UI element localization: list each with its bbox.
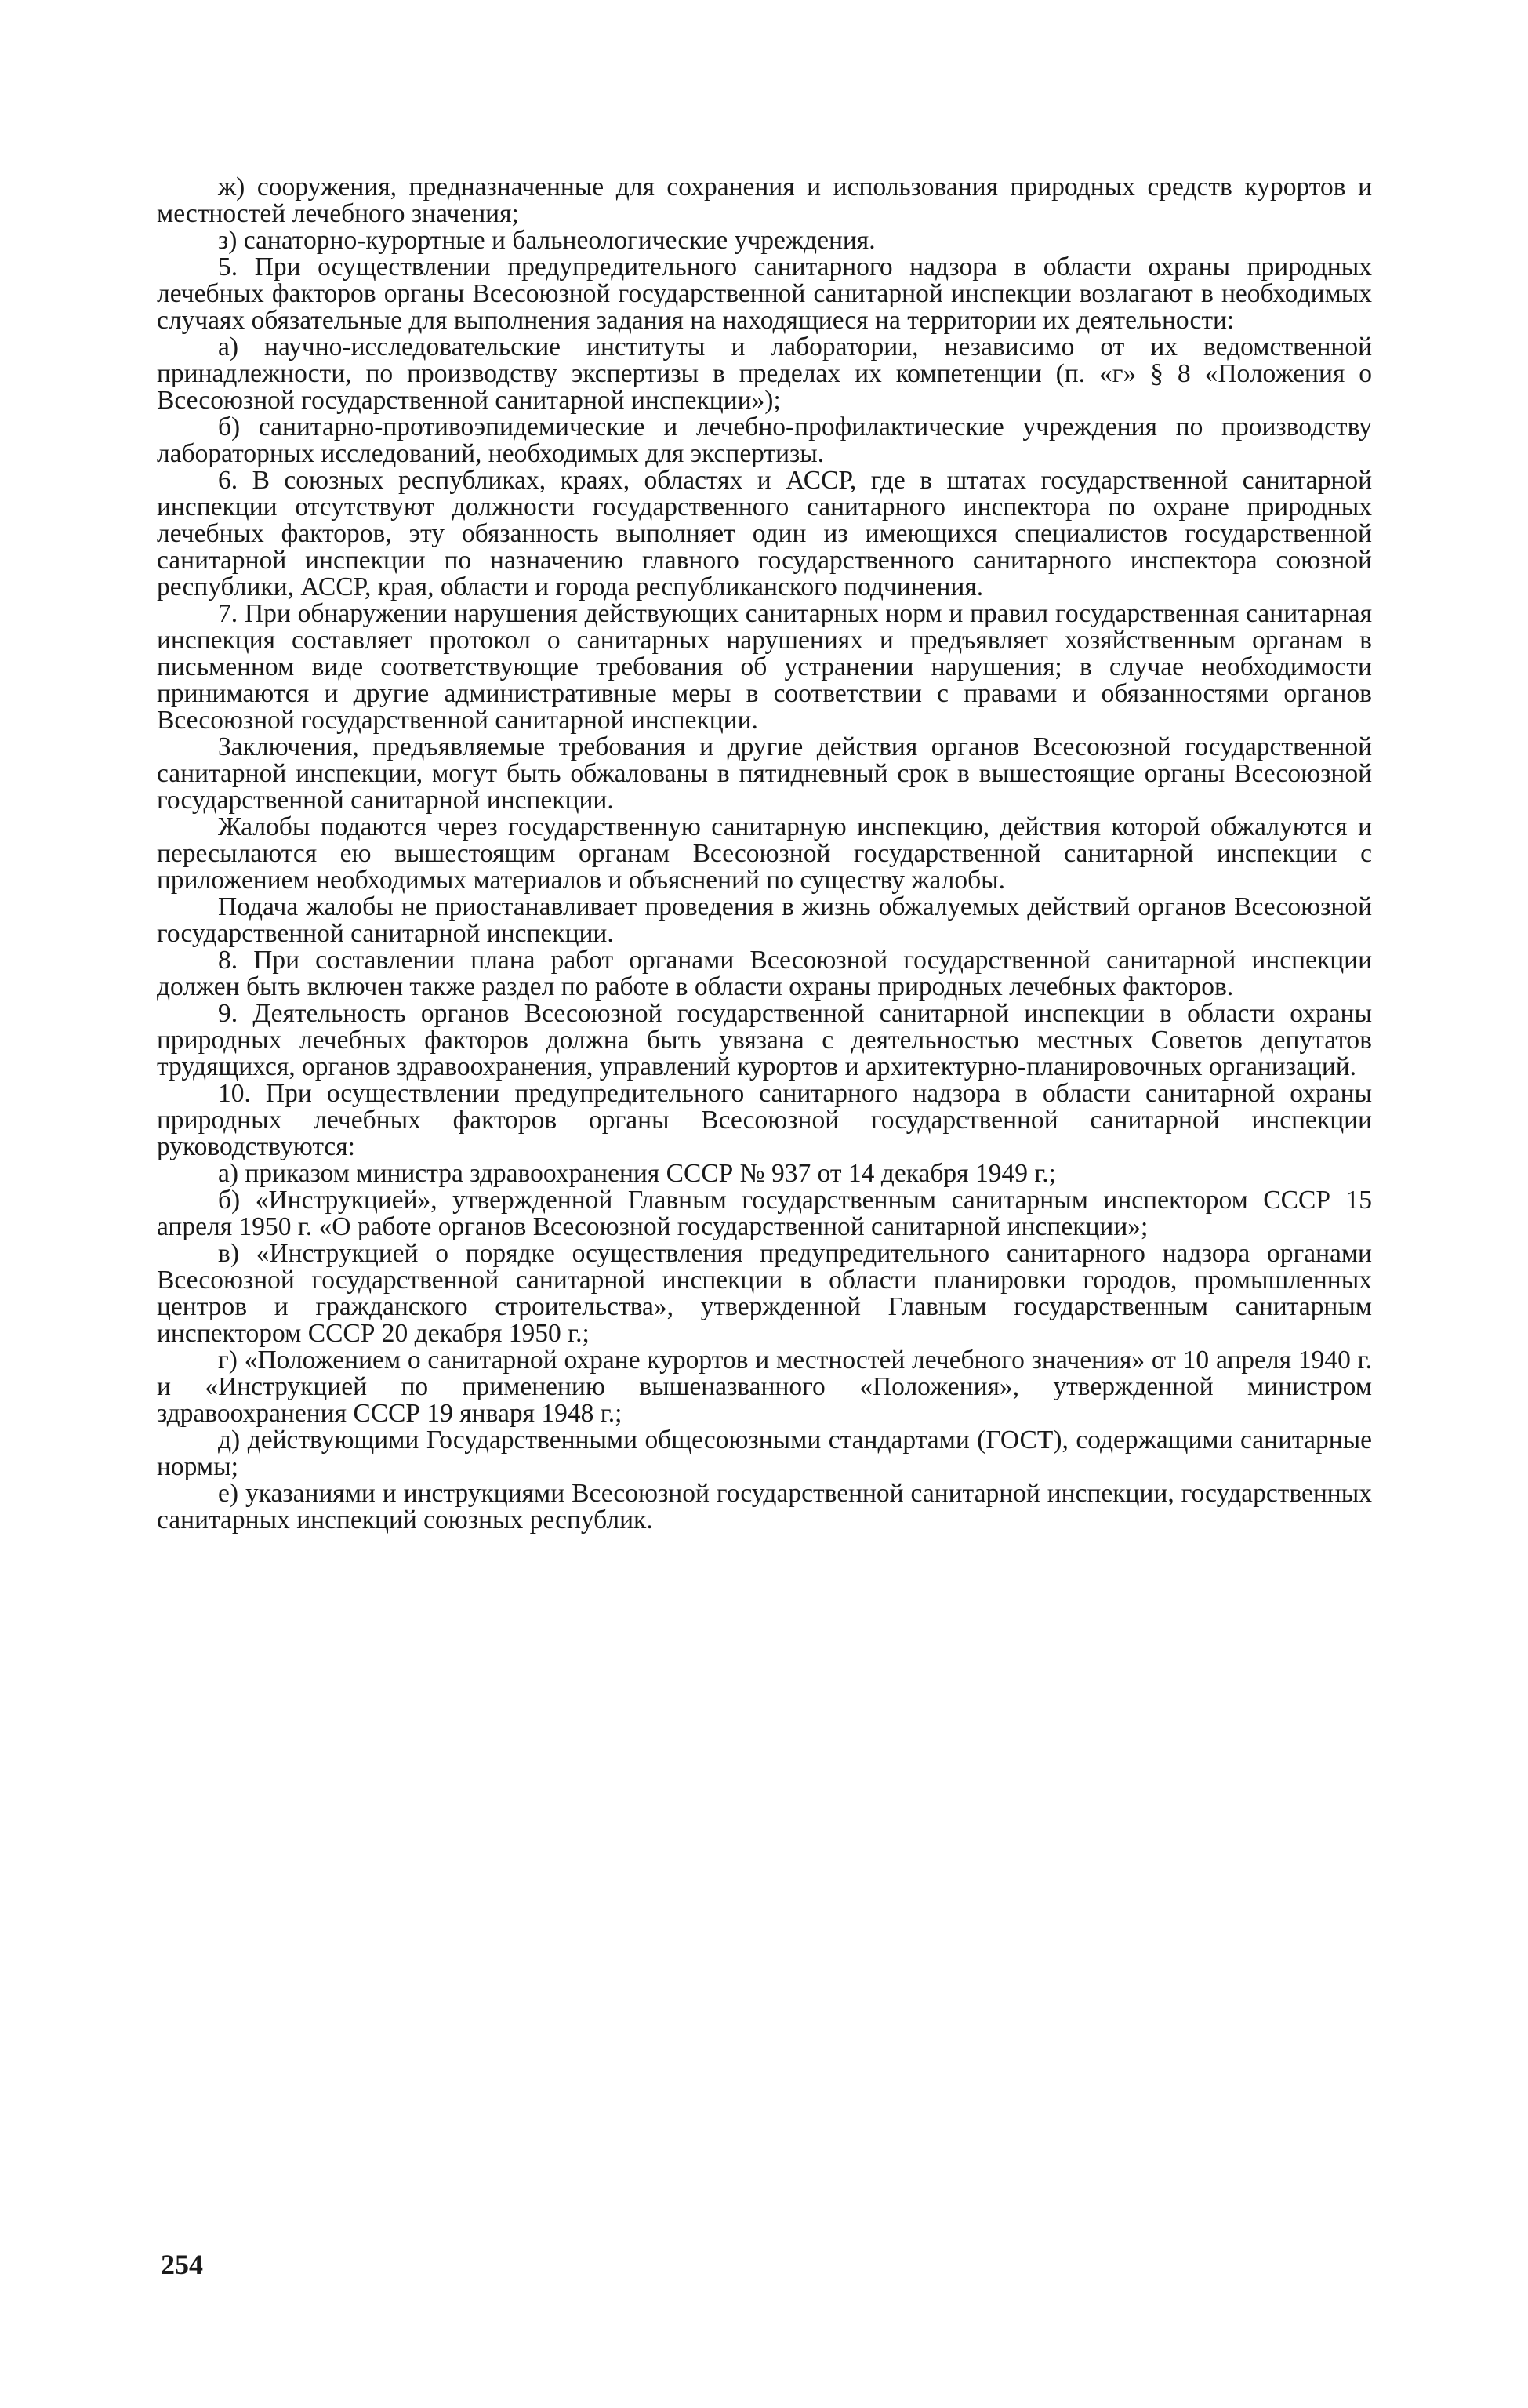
paragraph-9: 9. Деятельность органов Всесоюзной государственной санитарной инспекции в области охраны природных лечебных факторов должна быть увязана с деятельностью местных Советов депутатов трудящихся, органов здравоохранения, управлений курортов и архитектурно-планировочных организаций. (157, 999, 1372, 1081)
page-body-text (157, 174, 1372, 1534)
page-number: 254 (161, 2249, 203, 2280)
paragraph-8: 8. При составлении плана работ органами Всесоюзной государственной санитарной инспекции должен быть включен также раздел по работе в области охраны природных лечебных факторов. (157, 946, 1372, 1001)
paragraph-10v: в) «Инструкцией о порядке осуществления предупредительного санитарного надзора органами Всесоюзной государственной санитарной инспекции в области планировки городов, промышленных центров и гражданского строительства», утвержденной Главным государственным санитарным инспектором СССР 20 декабря 1950 г.; (157, 1239, 1372, 1348)
paragraph-10a: а) приказом министра здравоохранения СССР № 937 от 14 декабря 1949 г.; (218, 1159, 1056, 1188)
paragraph-5: 5. При осуществлении предупредительного санитарного надзора в области охраны природных лечебных факторов органы Всесоюзной государственной санитарной инспекции возлагают в необходимых случаях обязательные для выполнения задания на находящиеся на территории их деятельности: (157, 252, 1372, 335)
paragraph-complaint-filing: Подача жалобы не приостанавливает проведения в жизнь обжалуемых действий органов Всесоюзной государственной санитарной инспекции. (157, 892, 1372, 948)
paragraph-10g: г) «Положением о санитарной охране курортов и местностей лечебного значения» от 10 апреля 1940 г. и «Инструкцией по применению вышеназванного «Положения», утвержденной министром здравоохранения СССР 19 января 1948 г.; (157, 1346, 1372, 1428)
paragraph-10d: д) действующими Государственными общесоюзными стандартами (ГОСТ), содержащими санитарные нормы; (157, 1426, 1372, 1481)
paragraph-10: 10. При осуществлении предупредительного санитарного надзора в области санитарной охраны природных лечебных факторов органы Всесоюзной государственной санитарной инспекции руководствуются: (157, 1079, 1372, 1161)
paragraph-complaints: Жалобы подаются через государственную санитарную инспекцию, действия которой обжалуются и пересылаются ею вышестоящим органам Всесоюзной государственной санитарной инспекции с приложением необходимых материалов и объяснений по существу жалобы. (157, 812, 1372, 895)
paragraph-z: з) санаторно-курортные и бальнеологические учреждения. (218, 226, 876, 255)
paragraph-10e: е) указаниями и инструкциями Всесоюзной государственной санитарной инспекции, государственных санитарных инспекций союзных республик. (157, 1479, 1372, 1535)
paragraph-6: 6. В союзных республиках, краях, областях и АССР, где в штатах государственной санитарной инспекции отсутствуют должности государственного санитарного инспектора по охране природных лечебных факторов, эту обязанность выполняет один из имеющихся специалистов государственной санитарной инспекции по назначению главного государственного санитарного инспектора союзной республики, АССР, края, области и города республиканского подчинения. (157, 466, 1372, 601)
paragraph-conclusions: Заключения, предъявляемые требования и другие действия органов Всесоюзной государственной санитарной инспекции, могут быть обжалованы в пятидневный срок в вышестоящие органы Всесоюзной государственной санитарной инспекции. (157, 732, 1372, 815)
paragraph-10b: б) «Инструкцией», утвержденной Главным государственным санитарным инспектором СССР 15 апреля 1950 г. «О работе органов Всесоюзной государственной санитарной инспекции»; (157, 1186, 1372, 1241)
paragraph-5b: б) санитарно-противоэпидемические и лечебно-профилактические учреждения по производству лабораторных исследований, необходимых для экспертизы. (157, 412, 1372, 468)
paragraph-zh: ж) сооружения, предназначенные для сохранения и использования природных средств курортов и местностей лечебного значения; (157, 173, 1372, 228)
paragraph-5a: а) научно-исследовательские институты и лаборатории, независимо от их ведомственной принадлежности, по производству экспертизы в пределах их компетенции (п. «г» § 8 «Положения о Всесоюзной государственной санитарной инспекции»); (157, 332, 1372, 415)
paragraph-7: 7. При обнаружении нарушения действующих санитарных норм и правил государственная санитарная инспекция составляет протокол о санитарных нарушениях и предъявляет хозяйственным органам в письменном виде соответствующие требования об устранении нарушения; в случае необходимости принимаются и другие административные меры в соответствии с правами и обязанностями органов Всесоюзной государственной санитарной инспекции. (157, 599, 1372, 735)
